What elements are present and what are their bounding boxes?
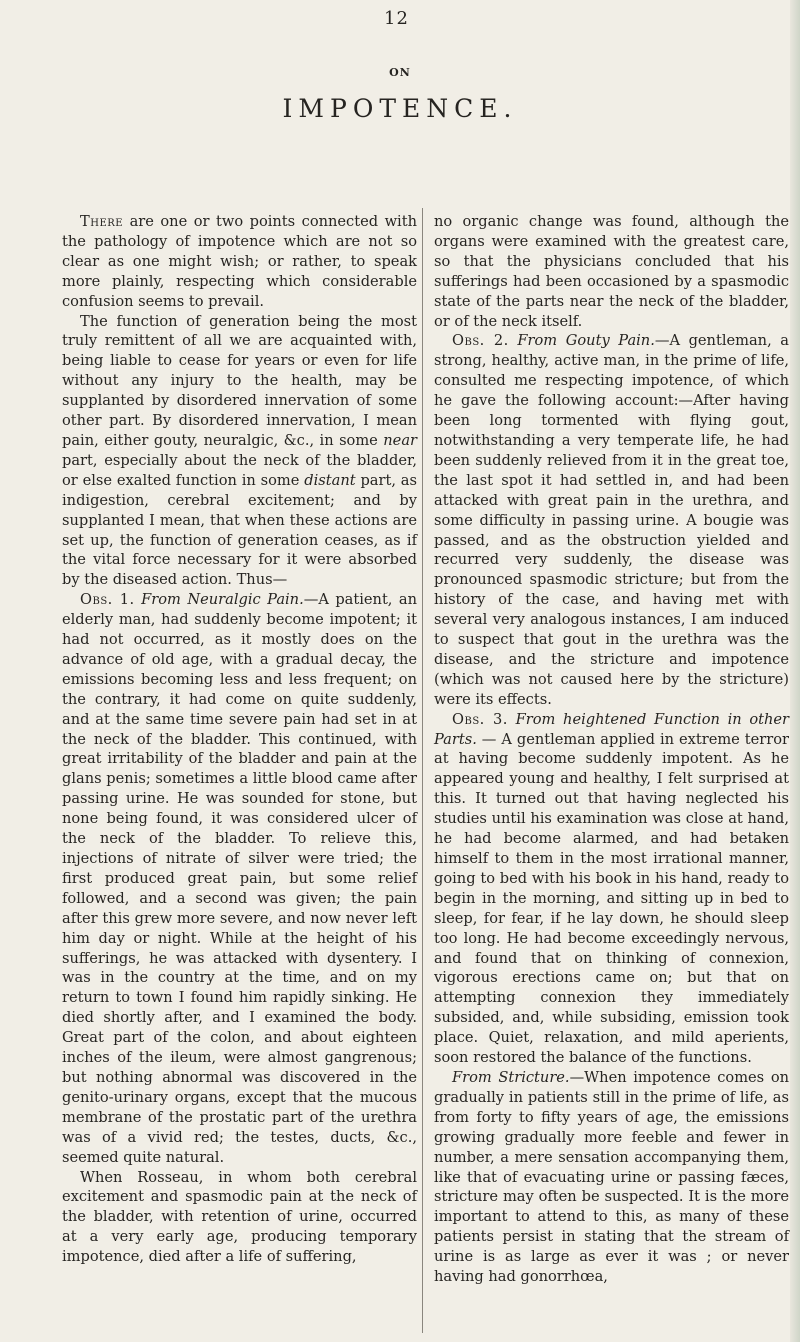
observation-1 xyxy=(62,590,417,1167)
column-divider xyxy=(422,208,423,1333)
emphasis-text: distant xyxy=(304,471,356,489)
observation-label: Obs. 1. xyxy=(80,591,135,609)
title-kicker: ON xyxy=(389,66,411,79)
section-title: From Stricture. xyxy=(452,1068,570,1086)
observation-label: Obs. 3. xyxy=(452,710,508,728)
drop-word: There xyxy=(80,213,124,230)
paragraph-text: no organic change was found, although the organs were examined with the greatest care, so that the physicians concluded that his sufferings had been occasioned by a spasmodic state of the parts near the neck of the bladder, or of the neck itself. xyxy=(434,213,789,330)
left-column xyxy=(62,212,417,1267)
rosseau-paragraph xyxy=(62,1168,417,1268)
right-column xyxy=(434,212,789,1287)
observation-title: From Neuralgic Pain. xyxy=(141,591,304,609)
observation-2 xyxy=(434,331,789,709)
observation-label: Obs. 2. xyxy=(452,332,509,350)
observation-3 xyxy=(434,710,789,1068)
observation-title: From heightened Function in other Parts. xyxy=(434,710,789,748)
chapter-title: IMPOTENCE. xyxy=(282,94,518,123)
page-edge xyxy=(790,0,800,1342)
observation-text: — A gentleman applied in extreme terror at having become suddenly impotent. As he appeared young and healthy, I felt surprised at this. It turned out that having neglected his studies until his examination was close at hand, he had become alarmed, and had betaken himself to them in the most irrational manner, going to bed with his book in his hand, ready to begin in the morning, and sitting up in bed to sleep, for fear, if he lay down, he should sleep too long. He had become exceedingly nervous, and found that on thinking of connexion, vigorous erections came on; but that on attempting connexion they immediately subsided, and, while subsiding, emission took place. Quiet, relaxation, and mild aperients, soon restored the balance of the functions. xyxy=(434,730,789,1067)
intro-text: are one or two points connected with the pathology of impotence which are not so clear as one might wish; or rather, to speak more plainly, respecting which considerable confusion seems to prevail. xyxy=(62,213,417,310)
paragraph-text: —When impotence comes on gradually in patients still in the prime of life, as from forty to fifty years of age, the emissions growing gradually more feeble and fewer in number, a mere sensation accompanying them, like that of evacuating urine or passing fæces, stricture may often be suspected. It is the more important to attend to this, as many of these patients persist in stating that the stream of urine is as large as ever it was ; or never having had gonorrhœa, xyxy=(434,1068,789,1286)
generation-paragraph xyxy=(62,312,417,591)
emphasis-text: near xyxy=(383,431,417,449)
page-number: 12 xyxy=(384,8,409,29)
paragraph-text: When Rosseau, in whom both cerebral excitement and spasmodic pain at the neck of the bladder, with retention of urine, occurred at a very early age, producing temporary impotence, died after a life of suffering, xyxy=(62,1168,417,1266)
observation-title: From Gouty Pain. xyxy=(517,332,655,350)
intro-paragraph xyxy=(62,212,417,312)
paragraph-text: part, as indigestion, cerebral excitement; and by supplanted I mean, that when these actions are set up, the function of generation ceases, as if the vital force necessary for it were absorbed by the diseased action. Thus— xyxy=(62,471,417,589)
observation-text: —A patient, an elderly man, had suddenly become impotent; it had not occurred, as it mostly does on the advance of old age, with a gradual decay, the emissions becoming less and less frequent; on the contrary, it had come on quite suddenly, and at the same time severe pain had set in at the neck of the bladder. This continued, with great irritability of the bladder and pain at the glans penis; sometimes a little blood came after passing urine. He was sounded for stone, but none being found, it was considered ulcer of the neck of the bladder. To relieve this, injections of nitrate of silver were tried; the first produced great pain, but some relief followed, and a second was given; the pain after this grew more severe, and now never left him day or night. While at the height of his sufferings, he was attacked with dysentery. I was in the country at the time, and on my return to town I found him rapidly sinking. He died shortly after, and I examined the body. Great part of the colon, and about eighteen inches of the ileum, were almost gangrenous; but nothing abnormal was discovered in the genito-urinary organs, except that the mucous membrane of the prostatic part of the urethra was of a vivid red; the testes, ducts, &c., seemed quite natural. xyxy=(62,591,418,1166)
paragraph-text: The function of generation being the most truly remittent of all we are acquainted with, being liable to cease for years or even for life without any injury to the health, may be supplanted by disordered innervation of some other part. By disordered innervation, I mean pain, either gouty, neuralgic, &c., in some xyxy=(62,312,417,449)
paragraph-text: part, especially about the neck of the bladder, or else exalted function in some xyxy=(62,451,417,489)
stricture-paragraph xyxy=(434,1068,789,1287)
continuation-paragraph xyxy=(434,212,789,331)
observation-text: —A gentleman, a strong, healthy, active man, in the prime of life, consulted me respecting impotence, of which he gave the following account:—After having been long tormented with flying gout, notwithstanding a very temperate life, he had been suddenly relieved from it in the great toe, the last spot it had settled in, and had been attacked with great pain in the urethra, and some difficulty in passing urine. A bougie was passed, and as the obstruction yielded and recurred very suddenly, the disease was pronounced spasmodic stricture; but from the history of the case, and having met with several very analogous instances, I am induced to suspect that gout in the urethra was the disease, and the stricture and impotence (which was not caused here by the stricture) were its effects. xyxy=(434,332,789,708)
